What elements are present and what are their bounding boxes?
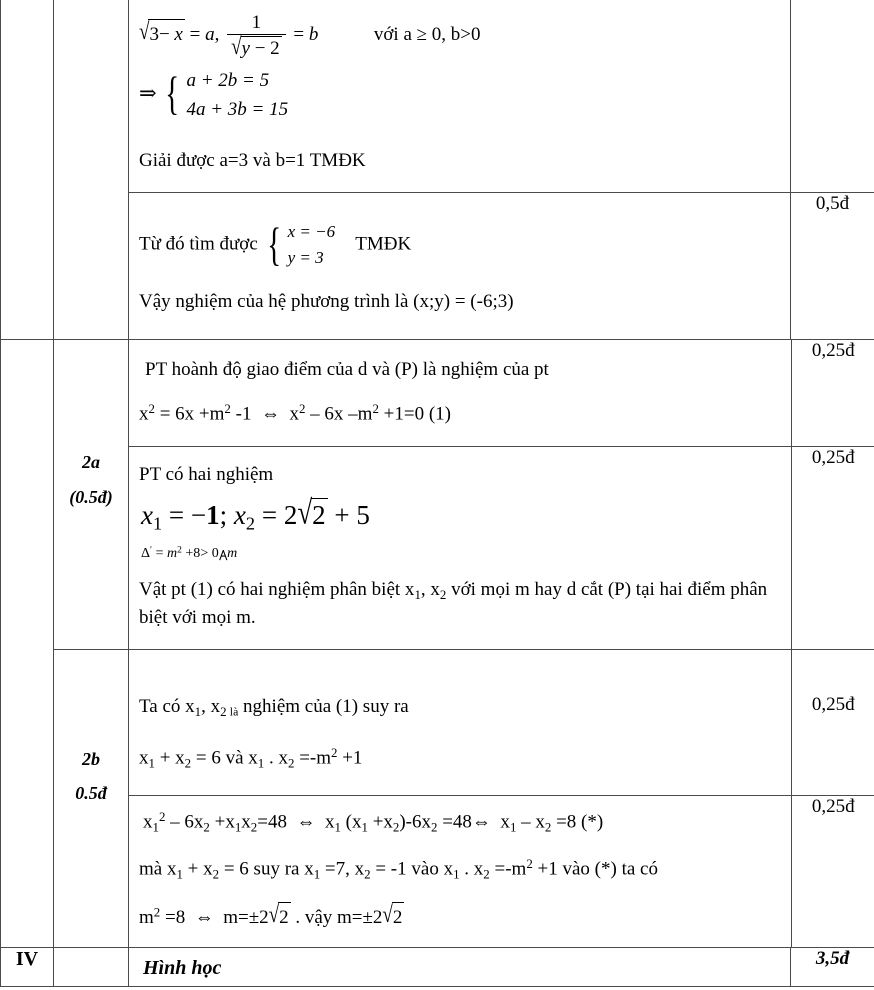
equation-line-1: $x^2 = 6x +m^2$ -1 ⇔ $x^2 - 6x$ $-m^2 +1=0$ (1) xyxy=(139,400,451,425)
equation-1: a + 2b = 5 xyxy=(186,69,270,91)
sub-table-2b xyxy=(129,650,874,947)
score-cell-5: 3,5đ xyxy=(791,948,874,987)
score-cell-4b: 0,25đ xyxy=(791,795,874,947)
solution-cell-5 xyxy=(129,948,791,987)
number-cell-empty xyxy=(54,0,129,340)
number-cell-2b xyxy=(54,649,129,947)
system-of-equations-ab xyxy=(161,66,288,125)
ta-co-line: Ta có $x_1$, $x_2$ là nghiệm của (1) suy ra xyxy=(139,695,409,719)
delta-formula: $\Delta^ʹ = m^2 +8>$ 0∀m xyxy=(141,545,238,561)
equation-star-line: $x_1^2 - 6x_2 +x_1x_2=48$ ⇔ $x_1$ $(x_1 +x_2)-6x_2$ =48⇔ $x_1 - x_2 =8$ (*) xyxy=(143,808,604,834)
equation-2: 4a + 3b = 15 xyxy=(186,99,289,121)
tu-do-tim-duoc-line xyxy=(139,219,782,272)
roman-cell-empty xyxy=(1,0,54,340)
sub-row xyxy=(129,795,874,947)
roman-cell-empty-2 xyxy=(1,340,54,948)
sub-row xyxy=(129,446,874,649)
score-cell-4a: 0,25đ xyxy=(791,650,874,795)
condition-text: với a ≥ 0, b>0 xyxy=(373,24,481,46)
sub-solution-3a xyxy=(129,340,791,446)
roman-cell-iv xyxy=(1,948,54,987)
formula-substitution: √3− x = a, $\frac{1}{√y - 2}$ = b với a ≥ 0, b>0 xyxy=(139,12,481,60)
number-cell-2a xyxy=(54,340,129,650)
score-cell-3a: 0,25đ xyxy=(791,340,874,446)
system-of-equations-xy xyxy=(263,219,336,272)
table-row xyxy=(1,948,874,987)
substitute-line: mà $x_1 + x_2 = 6$ suy ra $x_1 =7$, $x_2 = -1$ vào $x_1$ . $x_2 =-m^2 +1$ vào (*) ta có xyxy=(139,855,658,881)
table-row xyxy=(1,193,874,340)
sub-solution-4b xyxy=(129,795,791,947)
result-line: Giải được a=3 và b=1 TMĐK xyxy=(139,149,366,171)
equation-x: x = −6 xyxy=(287,222,336,242)
roots-formula: $x_1 = -1$; $x_2 = 2√2 + 5$ xyxy=(141,493,370,534)
sub-table-2a xyxy=(129,340,874,649)
sub-row xyxy=(129,340,874,446)
vieta-line: $x_1 + x_2 = 6$ và $x_1$ . $x_2 =-m^2 +1$ xyxy=(139,744,363,770)
sub-solution-4a xyxy=(129,650,791,795)
final-answer-line: $m^2 =8$ ⇔ m=±2√2 . vậy m=±2√2 xyxy=(139,902,783,932)
number-sublabel-2a: (0.5đ) xyxy=(69,486,113,507)
score-cell-3b: 0,25đ xyxy=(791,446,874,649)
radical-3-minus-x: √3− x xyxy=(139,19,185,49)
solution-cell-4 xyxy=(129,649,874,947)
fraction-one-over-root-y-minus-2: $\frac{1}{√y - 2}$ xyxy=(227,12,286,60)
sub-row xyxy=(129,650,874,795)
implication-system xyxy=(139,66,782,125)
solution-cell-3 xyxy=(129,340,874,650)
table-row xyxy=(1,340,874,650)
number-cell-empty-iv xyxy=(54,948,129,987)
suffix-text: TMĐK xyxy=(355,233,412,255)
conclusion-line: Vậy nghiệm của hệ phương trình là (x;y) = (-6;3) xyxy=(139,290,514,312)
pt-hoanh-do-line: PT hoành độ giao điểm của d và (P) là nghiệm của pt xyxy=(145,359,549,381)
brace-icon: { xyxy=(266,219,281,271)
prefix-text: Từ đó tìm được xyxy=(139,233,258,255)
equation-y: y = 3 xyxy=(287,248,324,268)
number-sublabel-2b: 0.5đ xyxy=(75,783,107,804)
conclusion-2a: Vật pt (1) có hai nghiệm phân biệt $x_1$, $x_2$ với mọi m hay d cắt (P) tại hai điểm phân biệt với mọi m. xyxy=(139,578,768,629)
table-row xyxy=(1,649,874,947)
score-cell-2: 0,5đ xyxy=(791,193,874,340)
implies-icon: ⇒ xyxy=(139,80,157,105)
roman-numeral-iv: IV xyxy=(15,948,39,971)
pt-co-hai-nghiem-line: PT có hai nghiệm xyxy=(139,463,274,485)
section-title-hinh-hoc: Hình học xyxy=(143,957,222,980)
score-cell-empty-1 xyxy=(791,0,874,193)
solution-cell-2 xyxy=(129,193,791,340)
number-label-2a: 2a xyxy=(82,452,100,473)
solution-cell-1 xyxy=(129,0,791,193)
table-row xyxy=(1,0,874,193)
number-label-2b: 2b xyxy=(82,748,100,769)
brace-icon: { xyxy=(165,69,180,121)
sub-solution-3b xyxy=(129,446,791,649)
